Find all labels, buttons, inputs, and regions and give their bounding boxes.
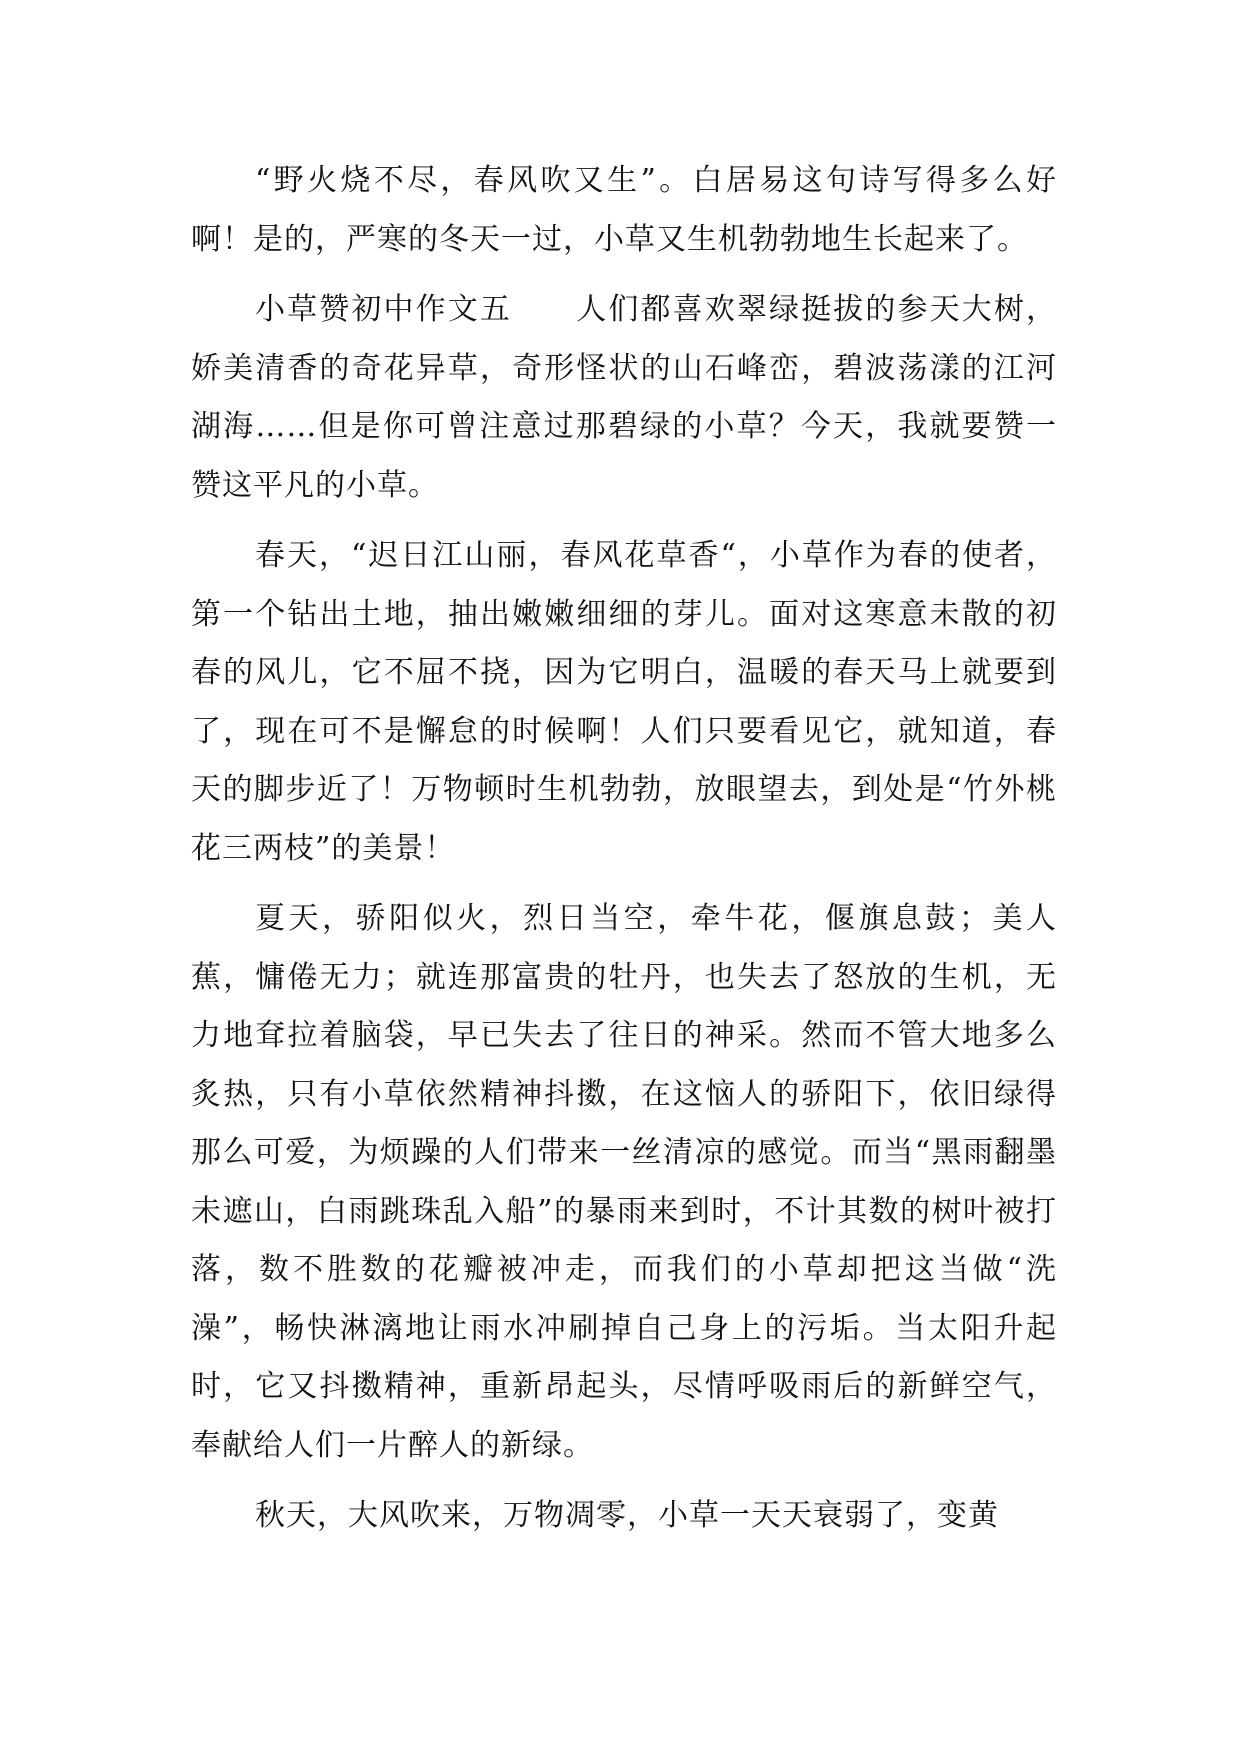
- paragraph-5: 秋天，大风吹来，万物凋零，小草一天天衰弱了，变黄: [255, 1498, 999, 1533]
- paragraph-4: 夏天，骄阳似火，烈日当空，牵牛花，偃旗息鼓；美人蕉，慵倦无力；就连那富贵的牡丹，也失去了怒放的生机，无力地耷拉着脑袋，早已失去了往日的神采。然而不管大地多么炙热，只有小草依然精神抖擞，在这恼人的骄阳下，依旧绿得那么可爱，为烦躁的人们带来一丝清凉的感觉。而当“黑雨翻墨未遮山，白雨跳珠乱入船”的暴雨来到时，不计其数的树叶被打落，数不胜数的花瓣被冲走，而我们的小草却把这当做“洗澡”，畅快淋漓地让雨水冲刷掉自己身上的污垢。当太阳升起时，它又抖擞精神，重新昂起头，尽情呼吸雨后的新鲜空气，奉献给人们一片醉人的新绿。: [191, 901, 1057, 1463]
- paragraph-2: 小草赞初中作文五 人们都喜欢翠绿挺拔的参天大树，娇美清香的奇花异草，奇形怪状的山石峰峦，碧波荡漾的江河湖海……但是你可曾注意过那碧绿的小草？今天，我就要赞一赞这平凡的小草。: [191, 292, 1057, 503]
- paragraph-1: “野火烧不尽，春风吹又生”。白居易这句诗写得多么好啊！是的，严寒的冬天一过，小草又生机勃勃地生长起来了。: [191, 163, 1057, 257]
- document-body: [191, 152, 1057, 1546]
- paragraph-3: 春天，“迟日江山丽，春风花草香“，小草作为春的使者，第一个钻出土地，抽出嫩嫩细细的芽儿。面对这寒意未散的初春的风儿，它不屈不挠，因为它明白，温暖的春天马上就要到了，现在可不是懈怠的时候啊！人们只要看见它，就知道，春天的脚步近了！万物顿时生机勃勃，放眼望去，到处是“竹外桃花三两枝”的美景！: [191, 538, 1057, 866]
